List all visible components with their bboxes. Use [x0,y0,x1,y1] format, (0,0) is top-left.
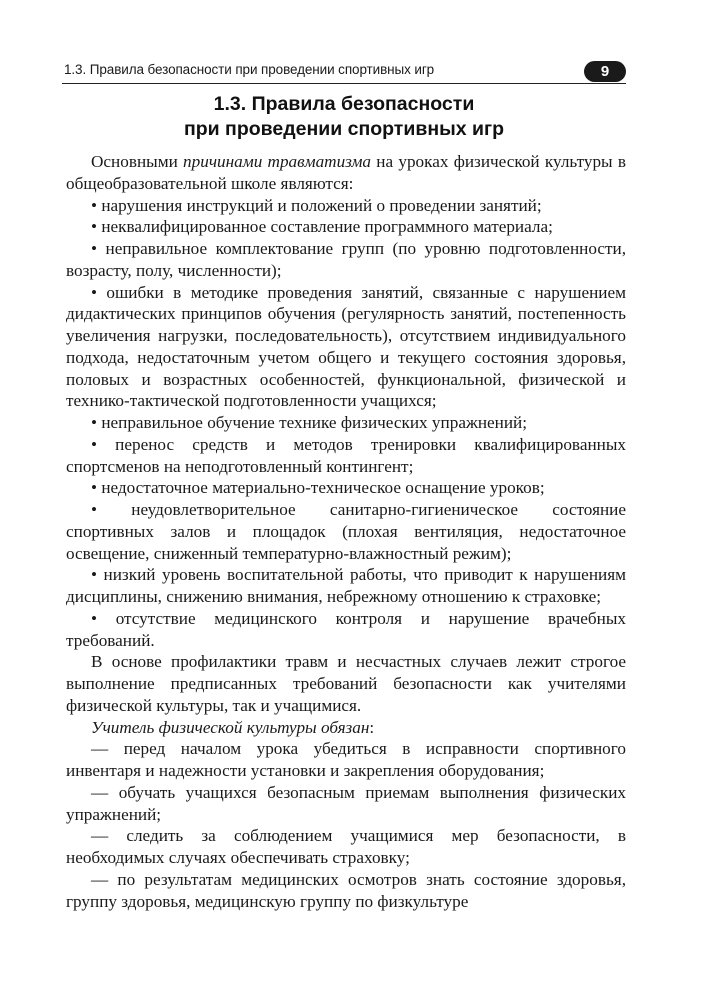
intro-emphasis: причинами травматизма [183,152,372,171]
cause-item: • неправильное комплектование групп (по уровню подготовленности, возрасту, полу, численности); [66,239,626,280]
cause-item: • неудовлетворительное санитарно-гигиеническое состояние спортивных залов и площадок (плохая вентиляция, недостаточное освещение, сниженный температурно-влажностный режим); [66,500,626,563]
prevention-paragraph: В основе профилактики травм и несчастных случаев лежит строгое выполнение предписанных требований безопасности как учителями физической культуры, так и учащимися. [66,652,626,715]
cause-item: • неправильное обучение технике физических упражнений; [91,413,528,432]
duty-item: — по результатам медицинских осмотров знать состояние здоровья, группу здоровья, медицинскую группу по физкультуре [66,869,626,911]
teacher-duties-heading [66,717,626,739]
running-header [62,61,626,84]
intro-text-end: на уроках физической культуры в общеобразовательной школе являются: [66,152,626,193]
cause-item: • нарушения инструкций и положений о проведении занятий; [91,195,542,215]
section-title-line-1: 1.3. Правила безопасности [213,93,475,115]
page-number-badge: 9 [584,61,626,82]
intro-paragraph [66,151,626,195]
section-title-line-2: при проведении спортивных игр [183,118,505,140]
cause-item: • низкий уровень воспитательной работы, что приводит к нарушениям дисциплины, снижению внимания, небрежному отношению к страховке; [66,565,626,606]
intro-text-start: Основными [91,152,184,171]
cause-item: • отсутствие медицинского контроля и нарушение врачебных требований. [66,608,626,650]
cause-item: • недостаточное материально-техническое оснащение уроков; [91,478,545,498]
body-text [66,151,626,912]
duty-item: — обучать учащихся безопасным приемам выполнения физических упражнений; [66,782,626,824]
teacher-duties-colon: : [369,717,375,737]
duty-item: — следить за соблюдением учащимися мер безопасности, в необходимых случаях обеспечивать страховку; [66,826,626,867]
duty-item: — перед началом урока убедиться в исправности спортивного инвентаря и надежности установки и закрепления оборудования; [66,739,626,780]
cause-item: • перенос средств и методов тренировки квалифицированных спортсменов на неподготовленный контингент; [66,434,626,476]
cause-item: • неквалифицированное составление программного материала; [91,217,553,237]
teacher-duties-emphasis: Учитель физической культуры обязан [91,717,370,737]
cause-item: • ошибки в методике проведения занятий, связанные с нарушением дидактических принципов обучения (регулярность занятий, постепенность увеличения нагрузки, последовательность), отсутствием индивидуального подхода, недостаточным учетом общего и текущего состояния здоровья, половых и возрастных особенностей, функциональной, физической и технико-тактической подготовленности учащихся; [66,282,626,411]
section-title [62,92,626,142]
running-header-title: 1.3. Правила безопасности при проведении спортивных игр [64,62,435,77]
